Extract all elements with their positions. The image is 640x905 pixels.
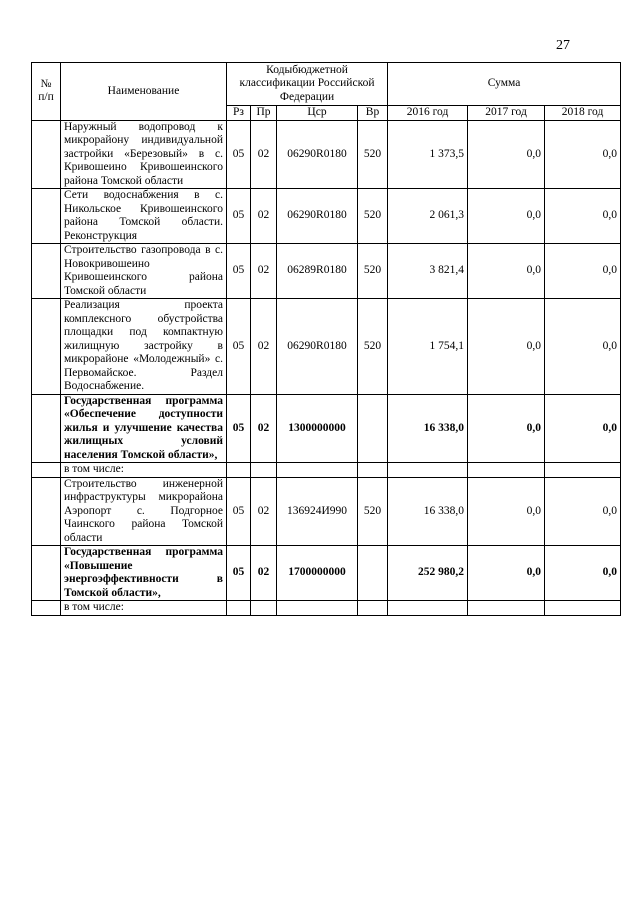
header-2018: 2018 год bbox=[545, 106, 621, 121]
cell-pr: 02 bbox=[251, 477, 277, 546]
cell-vr bbox=[358, 546, 388, 601]
cell-rz bbox=[227, 463, 251, 478]
cell-num bbox=[32, 189, 61, 244]
cell-2018: 0,0 bbox=[545, 189, 621, 244]
cell-name: Реализация проекта комплексного обустройства площадки под компактную жилищную застройку в микрорайоне «Молодежный» с. Первомайское. Раздел Водоснабжение. bbox=[61, 299, 227, 395]
cell-2016 bbox=[388, 601, 468, 616]
cell-2017: 0,0 bbox=[468, 299, 545, 395]
cell-pr: 02 bbox=[251, 244, 277, 299]
cell-name: в том числе: bbox=[61, 463, 227, 478]
cell-pr: 02 bbox=[251, 120, 277, 189]
cell-2017: 0,0 bbox=[468, 394, 545, 463]
header-2016: 2016 год bbox=[388, 106, 468, 121]
budget-table bbox=[31, 62, 621, 616]
table-row bbox=[32, 120, 621, 189]
header-vr: Вр bbox=[358, 106, 388, 121]
cell-num bbox=[32, 394, 61, 463]
table-row bbox=[32, 394, 621, 463]
cell-vr: 520 bbox=[358, 120, 388, 189]
cell-rz: 05 bbox=[227, 120, 251, 189]
table-row bbox=[32, 477, 621, 546]
cell-name: Строительство инженерной инфраструктуры микрорайона Аэропорт с. Подгорное Чаинского района Томской области bbox=[61, 477, 227, 546]
cell-rz: 05 bbox=[227, 244, 251, 299]
cell-num bbox=[32, 299, 61, 395]
cell-pr: 02 bbox=[251, 299, 277, 395]
cell-2017: 0,0 bbox=[468, 120, 545, 189]
cell-name: Строительство газопровода в с. Новокривошеино Кривошеинского района Томской области bbox=[61, 244, 227, 299]
header-csr: Цср bbox=[277, 106, 358, 121]
cell-name: Наружный водопровод к микрорайону индивидуальной застройки «Березовый» в с. Кривошеино Кривошеинского района Томской области bbox=[61, 120, 227, 189]
cell-name: в том числе: bbox=[61, 601, 227, 616]
cell-vr bbox=[358, 601, 388, 616]
cell-pr: 02 bbox=[251, 394, 277, 463]
cell-pr: 02 bbox=[251, 189, 277, 244]
cell-2016: 16 338,0 bbox=[388, 477, 468, 546]
table-row bbox=[32, 601, 621, 616]
cell-rz: 05 bbox=[227, 477, 251, 546]
cell-2017 bbox=[468, 463, 545, 478]
cell-csr: 06289R0180 bbox=[277, 244, 358, 299]
cell-csr bbox=[277, 601, 358, 616]
cell-rz bbox=[227, 601, 251, 616]
table-row bbox=[32, 299, 621, 395]
cell-vr bbox=[358, 394, 388, 463]
cell-2016: 1 754,1 bbox=[388, 299, 468, 395]
cell-2018: 0,0 bbox=[545, 394, 621, 463]
cell-vr: 520 bbox=[358, 244, 388, 299]
cell-name: Сети водоснабжения в с. Никольское Кривошеинского района Томской области. Реконструкция bbox=[61, 189, 227, 244]
header-pr: Пр bbox=[251, 106, 277, 121]
cell-2018: 0,0 bbox=[545, 244, 621, 299]
cell-2016: 252 980,2 bbox=[388, 546, 468, 601]
cell-csr: 06290R0180 bbox=[277, 189, 358, 244]
cell-num bbox=[32, 463, 61, 478]
cell-csr: 06290R0180 bbox=[277, 120, 358, 189]
cell-num bbox=[32, 601, 61, 616]
cell-2016: 3 821,4 bbox=[388, 244, 468, 299]
cell-rz: 05 bbox=[227, 189, 251, 244]
cell-vr: 520 bbox=[358, 299, 388, 395]
cell-2018: 0,0 bbox=[545, 120, 621, 189]
cell-csr: 1700000000 bbox=[277, 546, 358, 601]
cell-2018 bbox=[545, 463, 621, 478]
cell-name: Государственная программа «Повышение энергоэффективности в Томской области», bbox=[61, 546, 227, 601]
cell-vr: 520 bbox=[358, 189, 388, 244]
header-rz: Рз bbox=[227, 106, 251, 121]
cell-csr bbox=[277, 463, 358, 478]
cell-2017 bbox=[468, 601, 545, 616]
header-2017: 2017 год bbox=[468, 106, 545, 121]
cell-2017: 0,0 bbox=[468, 244, 545, 299]
cell-2017: 0,0 bbox=[468, 477, 545, 546]
cell-vr: 520 bbox=[358, 477, 388, 546]
table-row bbox=[32, 546, 621, 601]
cell-pr: 02 bbox=[251, 546, 277, 601]
cell-2016: 16 338,0 bbox=[388, 394, 468, 463]
cell-csr: 136924И990 bbox=[277, 477, 358, 546]
cell-2018: 0,0 bbox=[545, 477, 621, 546]
cell-rz: 05 bbox=[227, 546, 251, 601]
table-row bbox=[32, 463, 621, 478]
cell-2017: 0,0 bbox=[468, 189, 545, 244]
header-num: № п/п bbox=[32, 63, 61, 121]
cell-pr bbox=[251, 463, 277, 478]
cell-2018 bbox=[545, 601, 621, 616]
cell-num bbox=[32, 120, 61, 189]
header-codes: Кодыбюджетной классификации Российской Федерации bbox=[227, 63, 388, 106]
cell-2017: 0,0 bbox=[468, 546, 545, 601]
cell-2018: 0,0 bbox=[545, 546, 621, 601]
cell-2016 bbox=[388, 463, 468, 478]
page-number: 27 bbox=[556, 38, 570, 53]
cell-vr bbox=[358, 463, 388, 478]
table-row bbox=[32, 189, 621, 244]
header-name: Наименование bbox=[61, 63, 227, 121]
cell-csr: 1300000000 bbox=[277, 394, 358, 463]
cell-name: Государственная программа «Обеспечение доступности жилья и улучшение качества жилищных условий населения Томской области», bbox=[61, 394, 227, 463]
cell-2016: 2 061,3 bbox=[388, 189, 468, 244]
cell-rz: 05 bbox=[227, 394, 251, 463]
cell-csr: 06290R0180 bbox=[277, 299, 358, 395]
cell-2016: 1 373,5 bbox=[388, 120, 468, 189]
cell-2018: 0,0 bbox=[545, 299, 621, 395]
table-row bbox=[32, 244, 621, 299]
header-sum: Сумма bbox=[388, 63, 621, 106]
cell-num bbox=[32, 546, 61, 601]
cell-num bbox=[32, 244, 61, 299]
cell-rz: 05 bbox=[227, 299, 251, 395]
cell-pr bbox=[251, 601, 277, 616]
cell-num bbox=[32, 477, 61, 546]
